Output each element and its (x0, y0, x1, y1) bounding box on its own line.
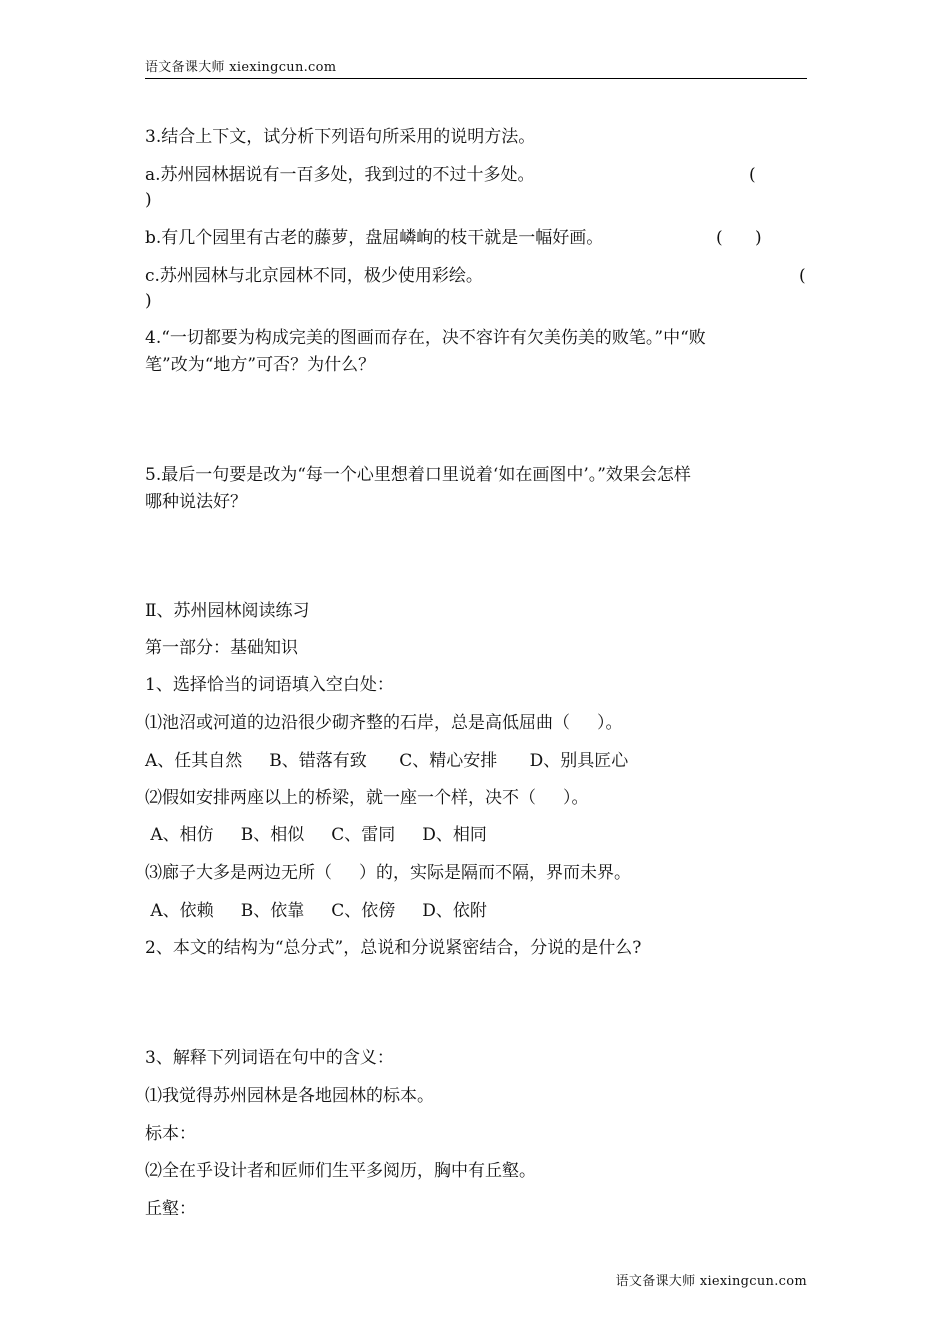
part1-question-1: 1、选择恰当的词语填入空白处： (145, 675, 394, 695)
part1-question-3-item1-answer: 标本： (145, 1124, 196, 1144)
part1-question-1-item2: ⑵假如安排两座以上的桥梁，就一座一个样，决不（ ）。 (145, 788, 589, 808)
page-header: 语文备课大师 xiexingcun.com (145, 56, 807, 79)
part1-question-1-item1: ⑴池沼或河道的边沿很少砌齐整的石岸，总是高低屈曲（ ）。 (145, 713, 623, 733)
answer-blank-3c-close: ) (145, 291, 152, 311)
question-3c: c.苏州园林与北京园林不同，极少使用彩绘。 (145, 266, 483, 286)
part1-question-1-item2-options: A、相仿 B、相似 C、雷同 D、相同 (145, 825, 487, 845)
page-footer: 语文备课大师 xiexingcun.com (615, 1274, 807, 1289)
part1-question-3-item1: ⑴我觉得苏州园林是各地园林的标本。 (145, 1086, 434, 1106)
question-5-line2: 哪种说法好？ (145, 492, 247, 512)
answer-blank-3c-open: ( (799, 266, 806, 286)
part-1-title: 第一部分：基础知识 (145, 638, 298, 658)
question-3b: b.有几个园里有古老的藤萝，盘屈嶙峋的枝干就是一幅好画。 (145, 228, 604, 248)
question-3a: a.苏州园林据说有一百多处，我到过的不过十多处。 (145, 165, 535, 185)
answer-blank-3a-close: ) (145, 190, 152, 210)
part1-question-2: 2、本文的结构为“总分式”，总说和分说紧密结合，分说的是什么? (145, 938, 642, 958)
question-4-line2: 笔”改为“地方”可否？为什么？ (145, 355, 376, 375)
part1-question-1-item3: ⑶廊子大多是两边无所（ ）的，实际是隔而不隔，界而未界。 (145, 863, 632, 883)
answer-blank-3a-open: ( (749, 165, 756, 185)
question-4-line1: 4.“一切都要为构成完美的图画而存在，决不容许有欠美伤美的败笔。”中“败 (145, 328, 706, 348)
answer-blank-3b: ( ) (716, 228, 762, 248)
question-5-line1: 5.最后一句要是改为“每一个心里想着口里说着‘如在画图中’。”效果会怎样 (145, 465, 691, 485)
part1-question-3-item2: ⑵全在乎设计者和匠师们生平多阅历，胸中有丘壑。 (145, 1161, 536, 1181)
part1-question-1-item1-options: A、任其自然 B、错落有致 C、精心安排 D、别具匠心 (145, 751, 629, 771)
question-3: 3.结合上下文，试分析下列语句所采用的说明方法。 (145, 127, 536, 147)
part1-question-3: 3、解释下列词语在句中的含义： (145, 1048, 394, 1068)
part1-question-1-item3-options: A、依赖 B、依靠 C、依傍 D、依附 (145, 901, 487, 921)
section-2-title: Ⅱ、苏州园林阅读练习 (145, 601, 310, 621)
part1-question-3-item2-answer: 丘壑： (145, 1199, 196, 1219)
